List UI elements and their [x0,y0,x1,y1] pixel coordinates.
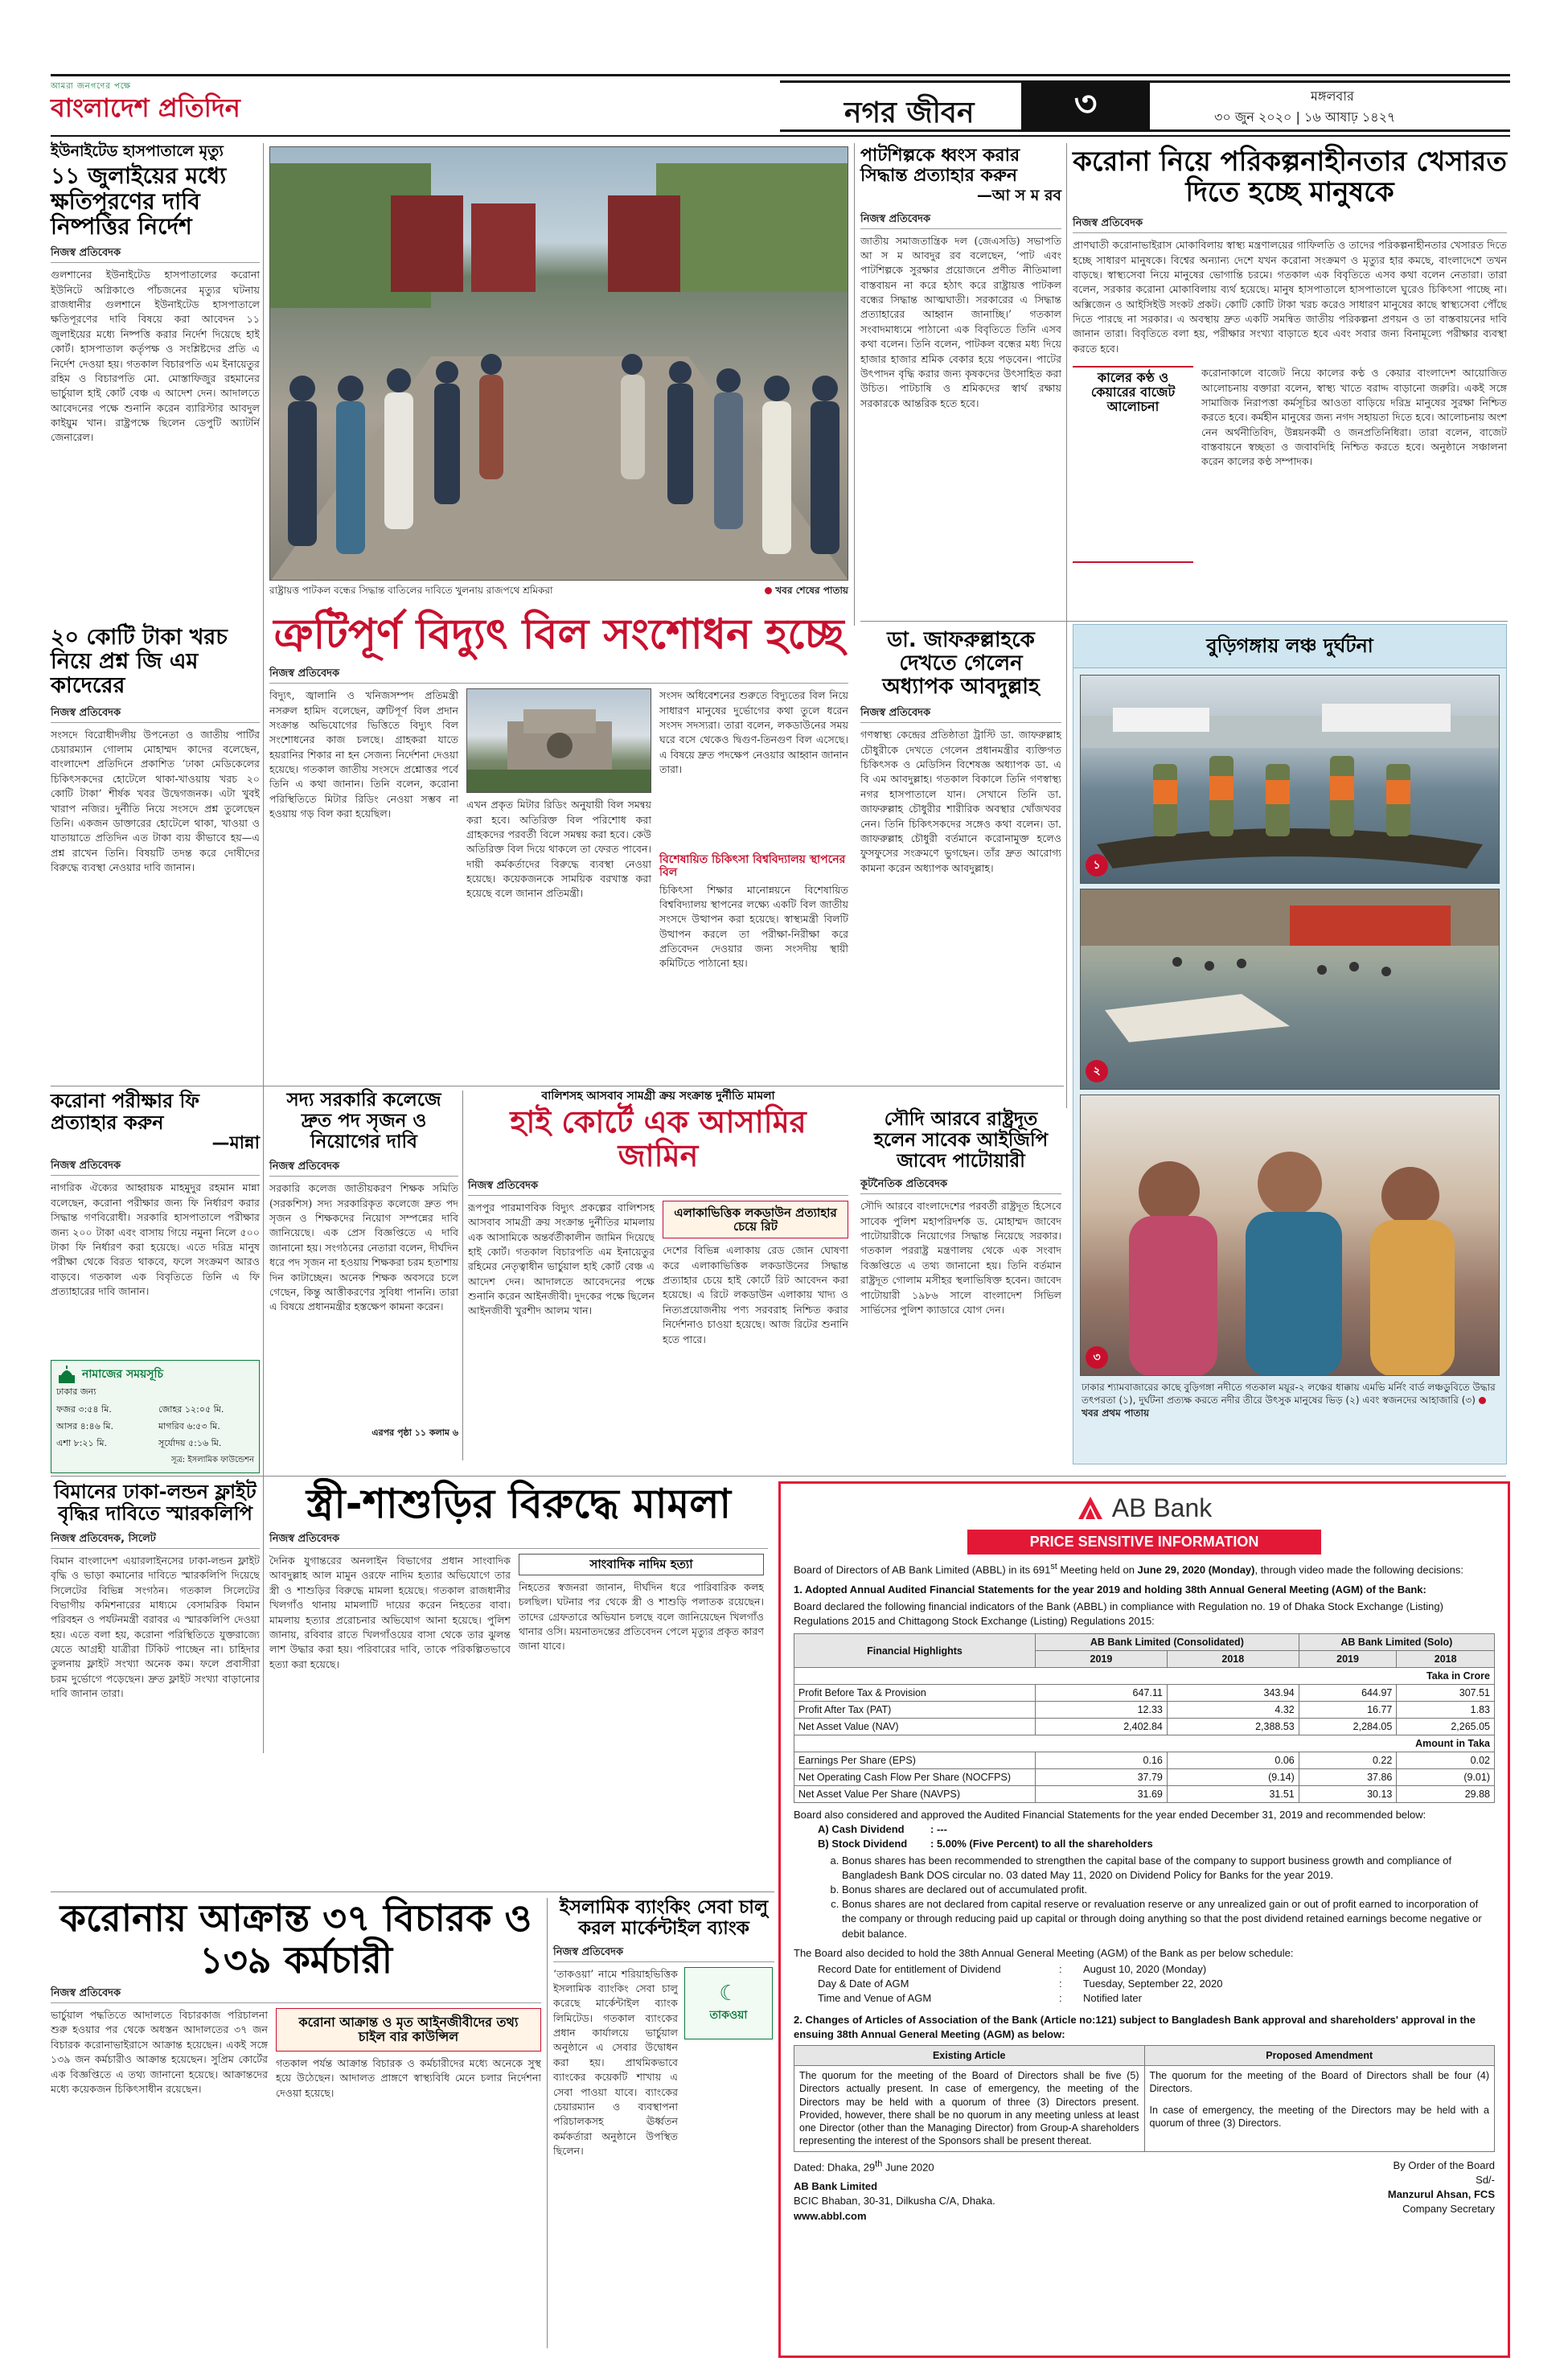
caption-text: রাষ্ট্রায়ত্ত পাটকল বন্ধের সিদ্ধান্ত বাতিলের দাবিতে খুলনায় রাজপথে শ্রমিকরা [269,585,553,596]
article-wife-mother-in-law [269,1481,768,1883]
bullet-item: c. Bonus shares are not declared from capital reserve or revaluation reserve or any unrealized gain or out of profit earned to incorporation of the company or through reducing paid up capital or through doing anything so that the post dividend retained earnings become negative or debit balance. [842,1897,1495,1941]
table-cell: 0.06 [1167,1752,1299,1769]
article-pillow-bail [468,1090,848,1460]
financial-highlights-table [794,1633,1495,1803]
article-body-2: করোনাকালে বাজেট নিয়ে কালের কণ্ঠ ও কেয়ার বাংলাদেশ আয়োজিত আলোচনায় বক্তারা বলেন, স্বাস্থ্য খাতে বরাদ্দ বাড়ানো জরুরি। একই সঙ্গে সামাজিক নিরাপত্তা কর্মসূচির আওতা বাড়িয়ে দরিদ্র মানুষের সুরক্ষা নিশ্চিত করতে হবে। কর্মহীন মানুষের জন্য নগদ সহায়তা দিতে হবে। আলোচনায় অংশ নেন অর্থনীতিবিদ, উন্নয়নকর্মী ও জনপ্রতিনিধিরা। তারা বলেন, বাজেট বাস্তবায়নে স্বচ্ছতা ও জবাবদিহি নিশ্চিত করতে হবে। অনুষ্ঠানে সঞ্চালনা করেন কালের কণ্ঠ সম্পাদক। [1201,367,1507,468]
attribution: —আ স ম রব [976,187,1061,205]
article-body-col2: এখন প্রকৃত মিটার রিডিং অনুযায়ী বিল সমন্বয় করা হবে। অতিরিক্ত বিল পরিশোধ করা গ্রাহকদের পরবর্তী বিলে সমন্বয় করা হবে। কেউ অতিরিক্ত বিল দিয়ে থাকলে তা ফেরত পাবেন। দায়ী কর্মকর্তাদের বিরুদ্ধে ব্যবস্থা নেওয়া হয়েছে। কয়েকজনকে সাময়িক বরখাস্ত করা হয়েছে বলে জানান প্রতিমন্ত্রী। [466,799,651,900]
agm-sep: : [1059,1992,1062,2005]
intro-before: Board of Directors of AB Bank Limited (ABBL) in its 691 [794,1563,1051,1576]
table-cell: 37.86 [1299,1769,1397,1786]
table-cell: Net Operating Cash Flow Per Share (NOCFPS) [794,1769,1036,1786]
headline: ত্রুটিপূর্ণ বিদ্যুৎ বিল সংশোধন হচ্ছে [273,610,844,659]
headline: ইসলামিক ব্যাংকিং সেবা চালু করল মার্কেন্টাইল ব্যাংক [559,1897,769,1939]
byline: নিজস্ব প্রতিবেদক, সিলেট [51,1531,260,1549]
agm-label: Day & Date of AGM [818,1978,909,1990]
column-rule [462,1090,463,1460]
dated-prefix: Dated: Dhaka, 29 [794,2160,876,2173]
byline: নিজস্ব প্রতিবেদক [553,1945,774,1962]
signatory: Manzurul Ahsan, FCS [1387,2188,1495,2201]
article-body: গণস্বাস্থ্য কেন্দ্রের প্রতিষ্ঠাতা ট্রাস্টি ডা. জাফরুল্লাহ চৌধুরীকে দেখতে গেলেন প্রধানমন্ত্রীর ব্যক্তিগত চিকিৎসক ও মেডিসিন বিশেষজ্ঞ অধ্যাপক ডা. এ বি এম আবদুল্লাহ। গতকাল বিকালে তিনি গণস্বাস্থ্য নগর হাসপাতালে যান। সেখানে তিনি ডা. জাফরুল্লাহ চৌধুরীর শারীরিক অবস্থার খোঁজখবর নেন। তিনি চিকিৎসকদের সঙ্গেও কথা বলেন। ডা. জাফরুল্লাহ চৌধুরী বর্তমানে করোনামুক্ত হলেও ফুসফুসের সংক্রমণে ভুগছেন। তাঁর দ্রুত আরোগ্য কামনা করেন অধ্যাপক আবদুল্লাহ। [860,729,1061,874]
item-2: 2. Changes of Articles of Association of the Bank (Article no:121) subject to Bangladesh Bank approval and shareholders' approval in the ensuing 38th Annual General Meeting (AGM) as below: [794,2013,1476,2040]
dated-sup: th [875,2158,883,2169]
table-cell: Net Asset Value (NAV) [794,1719,1036,1735]
headline: সদ্য সরকারি কলেজে দ্রুত পদ সৃজন ও নিয়োগের দাবি [286,1090,441,1152]
photo-illustration [270,147,848,581]
headline: ডা. জাফরুল্লাহকে দেখতে গেলেন অধ্যাপক আবদুল্লাহ [882,628,1040,700]
bullet-icon [1479,1397,1486,1404]
existing-article: The quorum for the meeting of the Board of Directors shall be five (5) Directors actually present. In case of emergency, the meeting of the Directors may be held with a quorum of three (3) Directors present. Provided, however, there shall be no quorum in any meeting unless at least one Director (other than the Managing Director) from Group-A shareholders representing the interest of the Sponsors shall be present thereat. [794,2066,1145,2152]
article-body: সৌদি আরবে বাংলাদেশের পরবর্তী রাষ্ট্রদূত হিসেবে সাবেক পুলিশ মহাপরিদর্শক ড. মোহাম্মদ জাবেদ পাটোয়ারীকে নিয়োগের সিদ্ধান্ত নিয়েছে সরকার। গতকাল পররাষ্ট্র মন্ত্রণালয় থেকে এক সংবাদ বিজ্ঞপ্তিতে এ তথ্য জানানো হয়। তিনি বর্তমান রাষ্ট্রদূত গোলাম মসীহর স্থলাভিষিক্ত হবেন। জাবেদ পাটোয়ারী ১৯৮৬ সালে বাংলাদেশ সিভিল সার্ভিসের পুলিশ ক্যাডারে যোগ দেন। [860,1200,1061,1316]
bullet-icon [765,587,772,594]
newspaper-logo [51,80,292,129]
table-row [794,1685,1495,1702]
agm-row [818,1991,1495,2006]
caption-text: ঢাকার শ্যামবাজারের কাছে বুড়িগঙ্গা নদীতে গতকাল ময়ূর-২ লঞ্চের ধাক্কায় এমভি মর্নিং বার্ড লঞ্চডুবিতে উদ্ধার তৎপরতা (১), দুর্ঘটনা প্রত্যক্ষ করতে নদীর তীরে উৎসুক মানুষের ভিড় (২) এবং স্বজনদের আহাজারি (৩) [1082,1382,1496,1407]
byline: নিজস্ব প্রতিবেদক [269,1159,458,1177]
more-text: খবর শেষের পাতায় [775,585,848,596]
subhead: করোনা আক্রান্ত ও মৃত আইনজীবীদের তথ্য চাইল বার কাউন্সিল [298,2015,519,2044]
agm-schedule [818,1962,1495,2006]
stock-dividend-label: B) Stock Dividend [818,1838,908,1850]
table-cell: 16.77 [1299,1702,1397,1719]
agm-value: August 10, 2020 (Monday) [1083,1962,1207,1975]
prayer-row: মাগরিব ৬:৫৩ মি. [158,1421,220,1432]
parliament-photo [466,688,651,793]
headline: করোনা নিয়ে পরিকল্পনাহীনতার খেসারত দিতে হচ্ছে মানুষকে [1073,146,1507,209]
proposed-amendment-1: The quorum for the meeting of the Board of Directors shall be four (4) Directors. [1149,2070,1489,2095]
photo-number: ৩ [1093,1351,1101,1364]
table-cell: 2,402.84 [1036,1719,1168,1735]
prayer-title: নামাজের সময়সূচি [82,1367,164,1381]
mourners-illustration [1081,1095,1500,1376]
bullet-item: b. Bonus shares are declared out of accumulated profit. [842,1883,1495,1897]
table-cell: 0.22 [1299,1752,1397,1769]
boat-accident-feature [1073,624,1507,1464]
dated [794,2158,995,2175]
company-address: BCIC Bhaban, 30-31, Dilkusha C/A, Dhaka. [794,2195,995,2208]
table-cell: 2,388.53 [1167,1719,1299,1735]
article-body: বিমান বাংলাদেশ এয়ারলাইনসের ঢাকা-লন্ডন ফ্লাইট বৃদ্ধি ও ভাড়া কমানোর দাবিতে স্মারকলিপি দিয়েছে সিলেটের বিভিন্ন সংগঠন। গতকাল সিলেটের বিভাগীয় কমিশনারের মাধ্যমে বেসামরিক বিমান পরিবহন ও পর্যটনমন্ত্রী বরাবর এ স্মারকলিপি দেওয়া হয়। এতে বলা হয়, করোনা পরিস্থিতিতে যুক্তরাজ্যে যেতে আগ্রহী যাত্রীরা টিকিট পাচ্ছেন না। চাহিদার তুলনায় ফ্লাইট সংখ্যা অনেক কম। ফলে প্রবাসীরা চরম দুর্ভোগে পড়েছেন। দ্রুত ফ্লাইট সংখ্যা বাড়ানোর দাবি জানান তারা। [51,1554,260,1700]
bullet-item: a. Bonus shares has been recommended to strengthen the capital base of the company to support business growth and compliance of Bangladesh Bank DOS circular no. 03 dated May 11, 2020 on Dividend Policy for Banks for the year 2019. [842,1854,1495,1883]
intro-mid: Meeting held on [1057,1563,1138,1576]
feature-caption [1082,1381,1498,1420]
th-existing: Existing Article [794,2045,1145,2065]
article-body: গুলশানের ইউনাইটেড হাসপাতালের করোনা ইউনিটে অগ্নিকাণ্ডে পাঁচজনের মৃত্যুর ঘটনায় রাজধানীর গুলশানে ইউনাইটেড হাসপাতালে ক্ষতিপূরণের দাবি বিষয়ে করা আবেদন ১১ জুলাইয়ের মধ্যে নিষ্পত্তি করার নির্দেশ দিয়েছে হাই কোর্ট। হাসপাতাল কর্তৃপক্ষ ও সংশ্লিষ্টদের প্রতি এ নির্দেশ দেওয়া হয়। গতকাল বিচারপতি এম ইনায়েতুর রহিম ও বিচারপতি মো. মোস্তাফিজুর রহমানের ভার্চুয়াল হাই কোর্ট বেঞ্চ এ আদেশ দেন। আদালতে আবেদনের পক্ষে শুনানি করেন ব্যারিস্টার আবদুল কাইয়ুম খান। রাষ্ট্রপক্ষে ছিলেন ডেপুটি অ্যাটর্নি জেনারেল। [51,269,260,444]
agm-row [818,1977,1495,1991]
table-row [794,1786,1495,1803]
proposed-amendment-cell [1144,2066,1495,2152]
table-cell: Earnings Per Share (EPS) [794,1752,1036,1769]
agm-sep: : [1059,1978,1062,1990]
masthead-top-rule [51,74,1510,76]
table-cell: Net Asset Value Per Share (NAVPS) [794,1786,1036,1803]
stock-dividend-row [818,1837,1495,1851]
byline: নিজস্ব প্রতিবেদক [51,1986,541,2003]
issue-date: ৩০ জুন ২০২০ | ১৬ আষাঢ় ১৪২৭ [1214,109,1396,125]
page-number: ৩ [1073,83,1098,125]
crescent-icon: ☾ [719,1981,738,2006]
amendment-table [794,2045,1495,2152]
headline: করোনায় আক্রান্ত ৩৭ বিচারক ও ১৩৯ কর্মচারী [60,1896,532,1982]
byline: নিজস্ব প্রতিবেদক [269,1531,768,1549]
agm-text: The Board also decided to hold the 38th Annual General Meeting (AGM) of the Bank as per below schedule: [794,1946,1294,1959]
dividend-bullets [842,1854,1495,1941]
photo-number-badge [1086,854,1108,877]
article-body: ভার্চুয়াল পদ্ধতিতে আদালতে বিচারকাজ পরিচালনা শুরু হওয়ার পর থেকে অধস্তন আদালতের ৩৭ জন বিচারক করোনাভাইরাসে আক্রান্ত হয়েছেন। একই সঙ্গে ১৩৯ জন কর্মচারীও আক্রান্ত হয়েছেন। সুপ্রিম কোর্টের এক বিজ্ঞপ্তিতে এ তথ্য জানানো হয়েছে। আক্রান্তদের মধ্যে কয়েকজন চিকিৎসাধীন রয়েছেন। [51,2009,268,2095]
dated-suffix: June 2020 [882,2160,934,2173]
photo-number-badge [1086,1060,1108,1082]
boat-photo-1 [1080,675,1500,884]
article-mercantile-islamic [553,1898,774,2348]
feature-title-bar [1073,625,1506,668]
photo-number: ১ [1093,859,1101,872]
subhead-box [663,1201,848,1239]
column-rule [263,143,264,1136]
intro-date: June 29, 2020 (Monday) [1137,1563,1255,1576]
issue-day: মঙ্গলবার [1311,88,1354,104]
article-body: সরকারি কলেজ জাতীয়করণ শিক্ষক সমিতি (সরকশিস) সদ্য সরকারিকৃত কলেজে দ্রুত পদ সৃজন ও শিক্ষকদের নিয়োগ সম্পন্নের দাবি জানিয়েছে। এক প্রেস বিজ্ঞপ্তিতে এ দাবি জানানো হয়। সংগঠনের নেতারা বলেন, দীর্ঘদিন ধরে পদ সৃজন না হওয়ায় শিক্ষকরা চরম হতাশায় দিন কাটাচ্ছেন। অনেক শিক্ষক অবসরে চলে গেছেন, কিন্তু আত্তীকরণের সুবিধা পাননি। তারা এ বিষয়ে প্রধানমন্ত্রীর হস্তক্ষেপ কামনা করেন। [269,1182,458,1313]
kicker: ইউনাইটেড হাসপাতালে মৃত্যু [51,142,224,160]
article-body-2: দেশের বিভিন্ন এলাকায় রেড জোন ঘোষণা করে এলাকাভিত্তিক লকডাউনের সিদ্ধান্ত প্রত্যাহার চেয়ে হাই কোর্টে রিট আবেদন করা হয়েছে। এ রিটে লকডাউন এলাকায় খাদ্য ও নিত্যপ্রয়োজনীয় পণ্য সরবরাহ নিশ্চিত করার নির্দেশনাও চাওয়া হয়েছে। আজ রিটের শুনানি হতে পারে। [663,1244,848,1345]
table-cell: Profit Before Tax & Provision [794,1685,1036,1702]
masthead [16,0,1552,145]
company-website[interactable]: www.abbl.com [794,2209,867,2222]
kicker: বালিশসহ আসবাব সামগ্রী ক্রয় সংক্রান্ত দুর্নীতি মামলা [541,1090,775,1103]
th-financial-highlights: Financial Highlights [794,1634,1036,1668]
article-corona-planning [1073,146,1507,617]
cash-dividend-value: : --- [930,1823,947,1836]
article-test-fee [51,1090,260,1465]
table-cell: 12.33 [1036,1702,1168,1719]
article-body: দৈনিক যুগান্তরের অনলাইন বিভাগের প্রধান সাংবাদিক আবদুল্লাহ আল মামুন ওরফে নাদিম হত্যার অভিযোগে তার স্ত্রী ও শাশুড়ির বিরুদ্ধে মামলা হয়েছে। গতকাল রাজধানীর খিলগাঁও থানায় মামলাটি দায়ের করেন নিহতের বাবা। মামলায় হত্যার প্ররোচনার অভিযোগ আনা হয়েছে। পুলিশ জানায়, রবিবার রাতে খিলগাঁওয়ের বাসা থেকে তার ঝুলন্ত লাশ উদ্ধার করা হয়। পরিবারের দাবি, তাকে পরিকল্পিতভাবে হত্যা করা হয়েছে। [269,1555,511,1670]
table-cell: (9.01) [1397,1769,1495,1786]
attribution: —মান্না [211,1132,260,1153]
cash-dividend-label: A) Cash Dividend [818,1823,905,1836]
ad-footer-right [1388,2158,1495,2224]
article-electricity-bill [269,611,848,1078]
prayer-row: ফজর ৩:৫৪ মি. [56,1404,112,1415]
prayer-row: এশা ৮:২১ মি. [56,1438,107,1449]
headline: করোনা পরীক্ষার ফি প্রত্যাহার করুন [51,1090,199,1134]
agm-sep: : [1059,1962,1062,1975]
photo-caption [269,584,848,597]
article-body: নাগরিক ঐক্যের আহ্বায়ক মাহমুদুর রহমান মান্না বলেছেন, করোনা পরীক্ষার জন্য ফি নির্ধারণ করার সিদ্ধান্ত গণবিরোধী। সরকারি হাসপাতালে পরীক্ষার জন্য ২০০ টাকা এবং বাসায় গিয়ে নমুনা নিলে ৫০০ টাকা ফি নির্ধারণ করা হয়েছে। এতে দরিদ্র মানুষ পরীক্ষা থেকে বিরত থাকবে, ফলে সংক্রমণ আরও বাড়বে। গতকাল এক বিবৃতিতে তিনি এ ফি প্রত্যাহারের দাবি জানান। [51,1181,260,1297]
table-cell: 307.51 [1397,1685,1495,1702]
section-title: নগর জীবন [844,97,975,129]
prayer-row: সূর্যোদয় ৫:১৬ মি. [158,1438,222,1449]
article-saudi-ambassador [860,1110,1061,1472]
byline: নিজস্ব প্রতিবেদক [1073,216,1507,233]
article-college-posts [269,1090,458,1460]
table-cell: 1.83 [1397,1702,1495,1719]
agm-value: Tuesday, September 22, 2020 [1083,1978,1223,1990]
table-cell: 2,284.05 [1299,1719,1397,1735]
table-cell: 0.02 [1397,1752,1495,1769]
recommend-text: Board also considered and approved the Audited Financial Statements for the year ended December 31, 2019 and recommended below: [794,1809,1426,1822]
table-cell: 0.16 [1036,1752,1168,1769]
table-cell: 29.88 [1397,1786,1495,1803]
agm-label: Time and Venue of AGM [818,1992,932,2005]
rescue-illustration [1081,676,1500,884]
headline: বিমানের ঢাকা-লন্ডন ফ্লাইট বৃদ্ধির দাবিতে স্মারকলিপি [54,1481,257,1525]
order-text: By Order of the Board [1393,2158,1495,2171]
article-zafrullah [860,629,1061,1103]
signature-sd: Sd/- [1476,2173,1495,2186]
crowd-illustration [1081,889,1500,1090]
headline: ১১ জুলাইয়ের মধ্যে ক্ষতিপূরণের দাবি নিষ্পত্তির নির্দেশ [51,162,227,240]
agm-row [818,1962,1495,1977]
table-cell: 31.51 [1167,1786,1299,1803]
agm-value: Notified later [1083,1992,1142,2005]
ad-footer-left [794,2158,995,2224]
article-body: ‘তাকওয়া’ নামে শরিয়াহভিত্তিক ইসলামিক ব্যাংকিং সেবা চালু করেছে মার্কেন্টাইল ব্যাংক লিমিটেড। গতকাল ব্যাংকের প্রধান কার্যালয়ে ভার্চুয়াল অনুষ্ঠানে এ সেবার উদ্বোধন করা হয়। প্রাথমিকভাবে ব্যাংকের কয়েকটি শাখায় এ সেবা পাওয়া যাবে। ব্যাংকের চেয়ারম্যান ও ব্যবস্থাপনা পরিচালকসহ ঊর্ধ্বতন কর্মকর্তারা অনুষ্ঠানে উপস্থিত ছিলেন। [553,1967,678,2157]
th-year: 2018 [1167,1651,1299,1668]
headline: সৌদি আরবে রাষ্ট্রদূত হলেন সাবেক আইজিপি জাবেদ পাটোয়ারী [873,1109,1049,1172]
prayer-times-box [51,1360,260,1473]
byline: নিজস্ব প্রতিবেদক [860,705,1061,723]
item-1-text: Board declared the following financial indicators of the Bank (ABBL) in compliance with Regulation no. 19 of Dhaka Stock Exchange (Listing) Regulations 2015 and Chittagong Stock Exchange (Listing) Regulations 2015: [794,1600,1443,1627]
th-year: 2019 [1299,1651,1397,1668]
parliament-illustration [467,689,651,793]
subhead-box [519,1554,764,1575]
boat-photo-3 [1080,1095,1500,1376]
column-rule [1066,626,1067,1108]
byline: কূটনৈতিক প্রতিবেদক [860,1177,1061,1194]
ab-bank-advertisement [778,1481,1510,2358]
cash-dividend-row [818,1822,1495,1837]
prayer-subtitle: ঢাকার জন্য [56,1386,96,1398]
byline: নিজস্ব প্রতিবেদক [51,705,260,723]
designation: Company Secretary [1402,2203,1495,2216]
subhead: সাংবাদিক নাদিম হত্যা [589,1557,693,1571]
feature-title: বুড়িগঙ্গায় লঞ্চ দুর্ঘটনা [1206,635,1373,658]
unit-label: Taka in Crore [794,1668,1495,1685]
ad-title: PRICE SENSITIVE INFORMATION [1029,1534,1259,1550]
table-cell: 4.32 [1167,1702,1299,1719]
ab-bank-logo: AB Bank [1111,1493,1213,1522]
subhead-box [1073,366,1193,563]
more-link[interactable] [765,584,848,597]
th-solo: AB Bank Limited (Solo) [1299,1634,1494,1651]
headline: পাটশিল্পকে ধ্বংস করার সিদ্ধান্ত প্রত্যাহার করুন [860,146,1020,186]
prayer-row: আসর ৪:৪৬ মি. [56,1421,114,1432]
unit-label: Amount in Taka [794,1735,1495,1752]
table-cell: 647.11 [1036,1685,1168,1702]
photo-number: ২ [1093,1065,1101,1078]
th-year: 2018 [1397,1651,1495,1668]
table-cell: 30.13 [1299,1786,1397,1803]
section-bar [780,80,1510,132]
column-rule [854,143,855,626]
article-jute-rob [860,146,1061,605]
row-rule [51,1891,774,1892]
agm-label: Record Date for entitlement of Dividend [818,1962,1001,1975]
column-rule [1066,143,1067,626]
byline: নিজস্ব প্রতিবেদক [269,666,848,684]
page-number-badge [1021,83,1150,129]
th-proposed: Proposed Amendment [1144,2045,1495,2065]
logo-tagline: আমরা জনগণের পক্ষে [51,82,131,91]
intro-sup: st [1050,1562,1057,1571]
subhead: বিশেষায়িত চিকিৎসা বিশ্ববিদ্যালয় স্থাপনের বিল [659,853,846,879]
photo-number-badge [1086,1346,1108,1369]
ad-title-bar [967,1530,1321,1555]
headline: হাই কোর্টে এক আসামির জামিন [510,1103,807,1174]
stock-dividend-value: : 5.00% (Five Percent) to all the shareholders [930,1838,1153,1850]
article-body: সংসদে বিরোধীদলীয় উপনেতা ও জাতীয় পার্টির চেয়ারম্যান গোলাম মোহাম্মদ কাদের বলেছেন, বাংলাদেশ প্রতিদিনে প্রকাশিত ‘ঢাকা মেডিকেলের চিকিৎসকদের হোটেলে থাকা-খাওয়ায় খরচ ২০ কোটি টাকা’ শীর্ষক খবর উদ্বেগজনক। এটা খুবই খারাপ নজির। দুর্নীতি নিয়ে সংসদে প্রশ্ন তুলেছেন তিনি। একজন ডাক্তারের হোটেলে থাকা, খাওয়া ও যাতায়াতে প্রতিদিন এত টাকা ব্যয় কীভাবে হয়—এ প্রশ্ন রাখেন তিনি। বিষয়টি তদন্ত করে দোষীদের বিরুদ্ধে ব্যবস্থা নেওয়ার দাবি জানান। [51,728,260,874]
table-cell: 37.79 [1036,1769,1168,1786]
th-year: 2019 [1036,1651,1168,1668]
byline: নিজস্ব প্রতিবেদক [51,1158,260,1176]
table-row [794,1719,1495,1735]
more-text: খবর প্রথম পাতায় [1082,1407,1150,1419]
article-united-hospital [51,143,260,614]
table-row [794,1752,1495,1769]
boat-photo-2 [1080,889,1500,1090]
article-body: জাতীয় সমাজতান্ত্রিক দল (জেএসডি) সভাপতি আ স ম আবদুর রব বলেছেন, ‘পাট এবং পাটশিল্পকে সুরক্ষার প্রয়োজনে প্রণীত নীতিমালা বাস্তবায়ন না করে হঠাৎ করে রাষ্ট্রায়ত্ত পাটকল বন্ধের সিদ্ধান্ত আত্মঘাতী। সরকারের এ সিদ্ধান্ত প্রত্যাহারের আহ্বান জানাচ্ছি।’ গতকাল সংবাদমাধ্যমে পাঠানো এক বিবৃতিতে তিনি এসব কথা বলেন। তিনি বলেন, পাটকল বন্ধের মধ্য দিয়ে হাজার হাজার শ্রমিক বেকার হয়ে পড়বেন। পাটের উৎপাদন বৃদ্ধি করার জন্য কৃষকদের উৎসাহিত করা উচিত। পাটচাষি ও শ্রমিকদের স্বার্থ রক্ষায় সরকারকে আন্তরিক হতে হবে। [860,234,1061,409]
ad-intro [794,1561,1495,1578]
row-rule [51,1476,1506,1477]
th-consolidated: AB Bank Limited (Consolidated) [1036,1634,1299,1651]
column-rule [547,1898,548,2348]
table-cell: 2,265.05 [1397,1719,1495,1735]
article-body: রূপপুর পারমাণবিক বিদ্যুৎ প্রকল্পের বালিশসহ আসবাব সামগ্রী ক্রয় সংক্রান্ত দুর্নীতির মামলায় এক আসামিকে অন্তর্বর্তীকালীন জামিন দিয়েছে হাই কোর্ট। গতকাল বিচারপতি এম ইনায়েতুর রহিমের নেতৃত্বাধীন ভার্চুয়াল হাই কোর্ট বেঞ্চ এ আদেশ দেন। আদালতে আবেদনের পক্ষে শুনানি করেন আইনজীবী। দুদকের পক্ষে ছিলেন আইনজীবী খুরশীদ আলম খান। [468,1201,655,1317]
prayer-source: সূত্র: ইসলামিক ফাউন্ডেশন [170,1456,254,1465]
article-body-2: নিহতের স্বজনরা জানান, দীর্ঘদিন ধরে পারিবারিক কলহ চলছিল। ঘটনার পর থেকে স্ত্রী ও শাশুড়ি পলাতক রয়েছেন। তাদের গ্রেফতারে অভিযান চলছে বলে জানিয়েছেন খিলগাঁও থানার ওসি। ময়নাতদন্তের প্রতিবেদন পেলে মৃত্যুর প্রকৃত কারণ জানা যাবে। [519,1580,764,1653]
byline: নিজস্ব প্রতিবেদক [860,212,1061,229]
intro-after: , through video made the following decisions: [1254,1563,1463,1576]
item-1: 1. Adopted Annual Audited Financial Statements for the year 2019 and holding 38th Annual General Meeting (AGM) of the Bank: [794,1583,1426,1596]
mosque-icon [56,1366,77,1383]
table-cell: 644.97 [1299,1685,1397,1702]
continued-note: এরপর পৃষ্ঠা ১১ কলাম ৬ [371,1427,458,1439]
table-cell: (9.14) [1167,1769,1299,1786]
column-rule [263,1086,264,1753]
row-rule [860,621,1508,622]
subhead: কালের কণ্ঠ ও কেয়ারের বাজেট আলোচনা [1090,370,1176,414]
masthead-bottom-rule [51,135,1510,137]
article-body-col3: সংসদ অধিবেশনের শুরুতে বিদ্যুতের বিল নিয়ে সাধারণ মানুষের দুর্ভোগের কথা তুলে ধরেন সংসদ সদস্যরা। তারা বলেন, লকডাউনের সময় ঘরে বসে থেকেও দ্বিগুণ-তিনগুণ বিল এসেছে। এ বিষয়ে দ্রুত পদক্ষেপ নেওয়ার আহ্বান জানান তারা। [659,689,848,776]
article-body-col1: বিদ্যুৎ, জ্বালানি ও খনিজসম্পদ প্রতিমন্ত্রী নসরুল হামিদ বলেছেন, ত্রুটিপূর্ণ বিল প্রদান সংক্রান্ত অভিযোগের ভিত্তিতে বিদ্যুৎ বিল সংশোধনের কাজ চলছে। গ্রাহকরা যাতে হয়রানির শিকার না হন সেজন্য নির্দেশনা দেওয়া হয়েছে। গতকাল জাতীয় সংসদে প্রশ্নোত্তর পর্বে তিনি এ কথা জানান। তিনি বলেন, করোনা পরিস্থিতিতে মিটার রিডিং নেওয়া সম্ভব না হওয়ায় গড় বিল করা হয়েছিল। [269,689,458,820]
photo-jute-workers [269,146,848,581]
article-body: প্রাণঘাতী করোনাভাইরাস মোকাবিলায় স্বাস্থ্য মন্ত্রণালয়ের গাফিলতি ও তাদের পরিকল্পনাহীনতার খেসারত দিতে হচ্ছে সাধারণ মানুষকে। বিশ্বের অন্যান্য দেশে যখন করোনা সংক্রমণ ও মৃত্যুর হার কমছে, বাংলাদেশে তখন বাড়ছে। স্বাস্থ্যসেবা নিয়ে মানুষের ভোগান্তি চরমে। গতকাল এক বিবৃতিতে এসব কথা বলেন নেতারা। তারা বলেন, সরকার করোনা মোকাবিলায় ব্যর্থ হয়েছে। মানুষ হাসপাতালে হাসপাতালে ঘুরেও চিকিৎসা পাচ্ছে না। অক্সিজেন ও আইসিইউ সংকট প্রকট। কোটি কোটি টাকা খরচ করেও সাধারণ মানুষের কাছে স্বাস্থ্যসেবা পৌঁছে দিতে পারছে না সরকার। এ অবস্থায় দ্রুত একটি সমন্বিত জাতীয় পরিকল্পনা প্রণয়ন ও তা বাস্তবায়নের দাবি জানান তারা। বিবৃতিতে বলা হয়, পরীক্ষার সংখ্যা বাড়াতে হবে এবং সবার জন্য বিনামূল্যে পরীক্ষার ব্যবস্থা করতে হবে। [1073,239,1507,355]
table-cell: 343.94 [1167,1685,1299,1702]
taqwa-logo-text: তাকওয়া [709,2008,748,2022]
taqwa-logo [684,1967,773,2039]
logo-text: বাংলাদেশ প্রতিদিন [51,92,240,123]
prayer-row: জোহর ১২:০৫ মি. [158,1404,224,1415]
byline: নিজস্ব প্রতিবেদক [468,1178,848,1196]
table-row [794,1769,1495,1786]
company-name: AB Bank Limited [794,2180,878,2193]
article-biman-flights [51,1481,260,1883]
table-cell: Profit After Tax (PAT) [794,1702,1036,1719]
table-cell: 31.69 [1036,1786,1168,1803]
article-judges-infected [51,1898,541,2348]
article-body-2: গতকাল পর্যন্ত আক্রান্ত বিচারক ও কর্মচারীদের মধ্যে অনেকে সুস্থ হয়ে উঠেছেন। আদালত প্রাঙ্গণে স্বাস্থ্যবিধি মেনে চলার নির্দেশনা দেওয়া হয়েছে। [276,2056,541,2099]
ab-bank-logo-icon [1077,1495,1104,1522]
subhead-box [276,2008,541,2052]
table-row [794,1702,1495,1719]
proposed-amendment-2: In case of emergency, the meeting of the Directors may be held with a quorum of three (3) Directors. [1149,2104,1489,2129]
article-gm-quader [51,626,260,1076]
headline: স্ত্রী-শাশুড়ির বিরুদ্ধে মামলা [306,1481,731,1527]
headline: ২০ কোটি টাকা খরচ নিয়ে প্রশ্ন জি এম কাদেরের [51,625,228,699]
subhead: এলাকাভিত্তিক লকডাউন প্রত্যাহার চেয়ে রিট [674,1205,837,1234]
article-body-col4: চিকিৎসা শিক্ষার মানোন্নয়নে বিশেষায়িত বিশ্ববিদ্যালয় স্থাপনের লক্ষ্যে একটি বিল জাতীয় সংসদে উত্থাপন করা হয়েছে। স্বাস্থ্যমন্ত্রী বিলটি উত্থাপন করলে তা পরীক্ষা-নিরীক্ষা করে প্রতিবেদন দেওয়ার জন্য সংসদীয় স্থায়ী কমিটিতে পাঠানো হয়। [659,883,848,970]
byline: নিজস্ব প্রতিবেদক [51,245,260,263]
